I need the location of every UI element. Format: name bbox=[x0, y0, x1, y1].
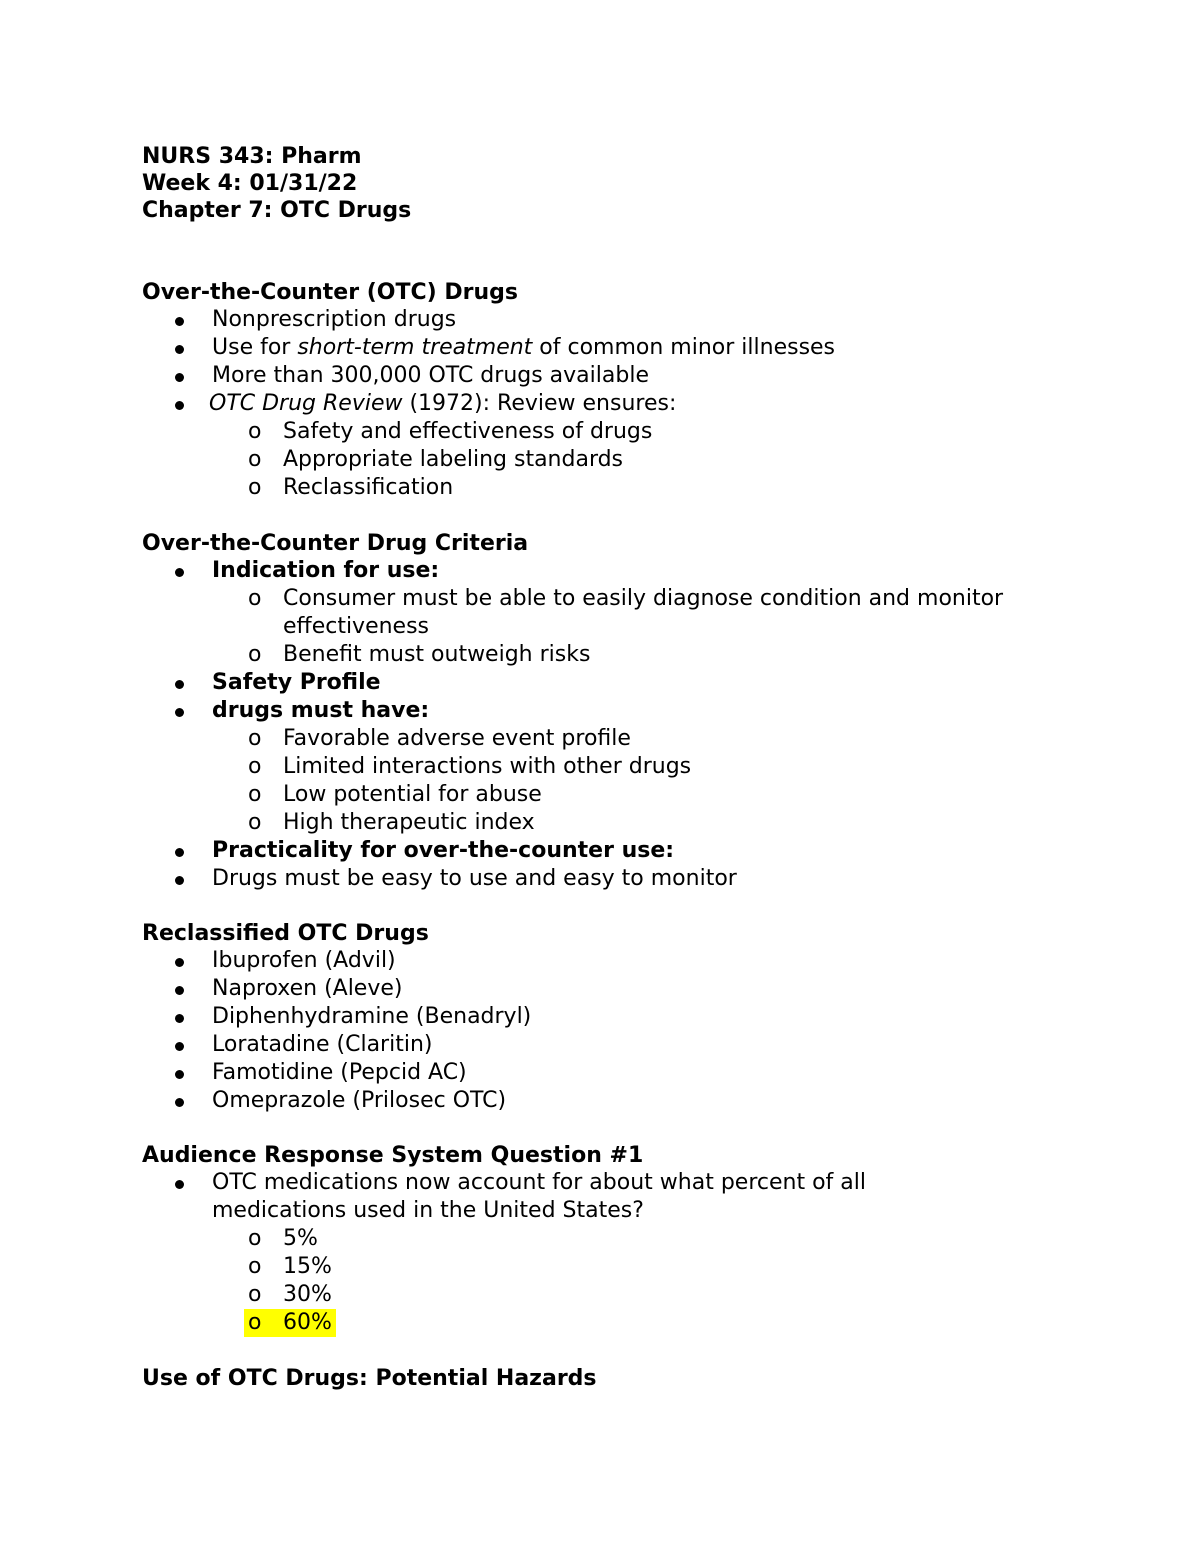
list-item: More than 300,000 OTC drugs available bbox=[212, 363, 649, 388]
list-item: Diphenhydramine (Benadryl) bbox=[212, 1004, 532, 1029]
section-title: Reclassified OTC Drugs bbox=[142, 921, 429, 946]
answer-option: o 30% bbox=[248, 1282, 332, 1307]
sub-list-item: o Appropriate labeling standards bbox=[248, 447, 624, 472]
sub-bullet-icon: o bbox=[248, 726, 262, 751]
sub-list-item: o Benefit must outweigh risks bbox=[248, 642, 591, 667]
list-item: Nonprescription drugs bbox=[212, 307, 457, 332]
sub-list-item: o High therapeutic index bbox=[248, 810, 535, 835]
list-item: OTC Drug Review (1972): Review ensures: bbox=[209, 391, 677, 416]
list-item: Drugs must be easy to use and easy to monitor bbox=[212, 866, 737, 891]
list-item: OTC medications now account for about what percent of all bbox=[212, 1170, 866, 1195]
section-title: Over-the-Counter Drug Criteria bbox=[142, 531, 529, 556]
section-hazards bbox=[142, 1365, 1082, 1392]
list-item: Safety Profile bbox=[212, 670, 381, 695]
list-item: Ibuprofen (Advil) bbox=[212, 948, 396, 973]
section-title: Audience Response System Question #1 bbox=[142, 1143, 644, 1168]
sub-list-item: o Limited interactions with other drugs bbox=[248, 754, 692, 779]
sub-bullet-icon: o bbox=[248, 1254, 262, 1279]
sub-bullet-icon: o bbox=[248, 1310, 262, 1335]
sub-bullet-icon: o bbox=[248, 419, 262, 444]
sub-list-item: o Favorable adverse event profile bbox=[248, 726, 631, 751]
answer-option-highlighted: o 60% bbox=[142, 1309, 1082, 1337]
sub-bullet-icon: o bbox=[248, 782, 262, 807]
sub-bullet-icon: o bbox=[248, 586, 262, 611]
list-item: Loratadine (Claritin) bbox=[212, 1032, 433, 1057]
list-item: Naproxen (Aleve) bbox=[212, 976, 403, 1001]
section-otc-drugs bbox=[142, 279, 1082, 502]
sub-bullet-icon: o bbox=[248, 1282, 262, 1307]
sub-bullet-icon: o bbox=[248, 754, 262, 779]
course-title: NURS 343: Pharm bbox=[142, 144, 362, 169]
section-title: Use of OTC Drugs: Potential Hazards bbox=[142, 1366, 597, 1391]
chapter-title: Chapter 7: OTC Drugs bbox=[142, 198, 412, 223]
answer-option: o 15% bbox=[248, 1254, 332, 1279]
list-item: Use for short-term treatment of common minor illnesses bbox=[212, 335, 836, 360]
list-item: Famotidine (Pepcid AC) bbox=[212, 1060, 467, 1085]
sub-list-item: o Reclassification bbox=[248, 475, 454, 500]
list-item-continued: medications used in the United States? bbox=[212, 1198, 644, 1223]
answer-option: o 5% bbox=[248, 1226, 318, 1251]
section-question bbox=[142, 1142, 1082, 1337]
sub-list-item-continued: effectiveness bbox=[283, 614, 430, 639]
document-page bbox=[142, 140, 1082, 1392]
sub-bullet-icon: o bbox=[248, 447, 262, 472]
sub-bullet-icon: o bbox=[248, 810, 262, 835]
section-criteria bbox=[142, 530, 1082, 893]
week-line: Week 4: 01/31/22 bbox=[142, 171, 358, 196]
sub-bullet-icon: o bbox=[248, 475, 262, 500]
list-item: drugs must have: bbox=[212, 698, 430, 723]
list-item: Omeprazole (Prilosec OTC) bbox=[212, 1088, 507, 1113]
section-reclassified bbox=[142, 920, 1082, 1115]
sub-list-item: o Consumer must be able to easily diagnose condition and monitor bbox=[248, 586, 1004, 611]
sub-bullet-icon: o bbox=[248, 642, 262, 667]
section-title: Over-the-Counter (OTC) Drugs bbox=[142, 280, 518, 305]
list-item: Indication for use: bbox=[212, 558, 440, 583]
sub-list-item: o Safety and effectiveness of drugs bbox=[248, 419, 653, 444]
list-item: Practicality for over-the-counter use: bbox=[212, 838, 675, 863]
sub-list-item: o Low potential for abuse bbox=[248, 782, 542, 807]
sub-bullet-icon: o bbox=[248, 1226, 262, 1251]
document-header bbox=[142, 143, 1082, 224]
